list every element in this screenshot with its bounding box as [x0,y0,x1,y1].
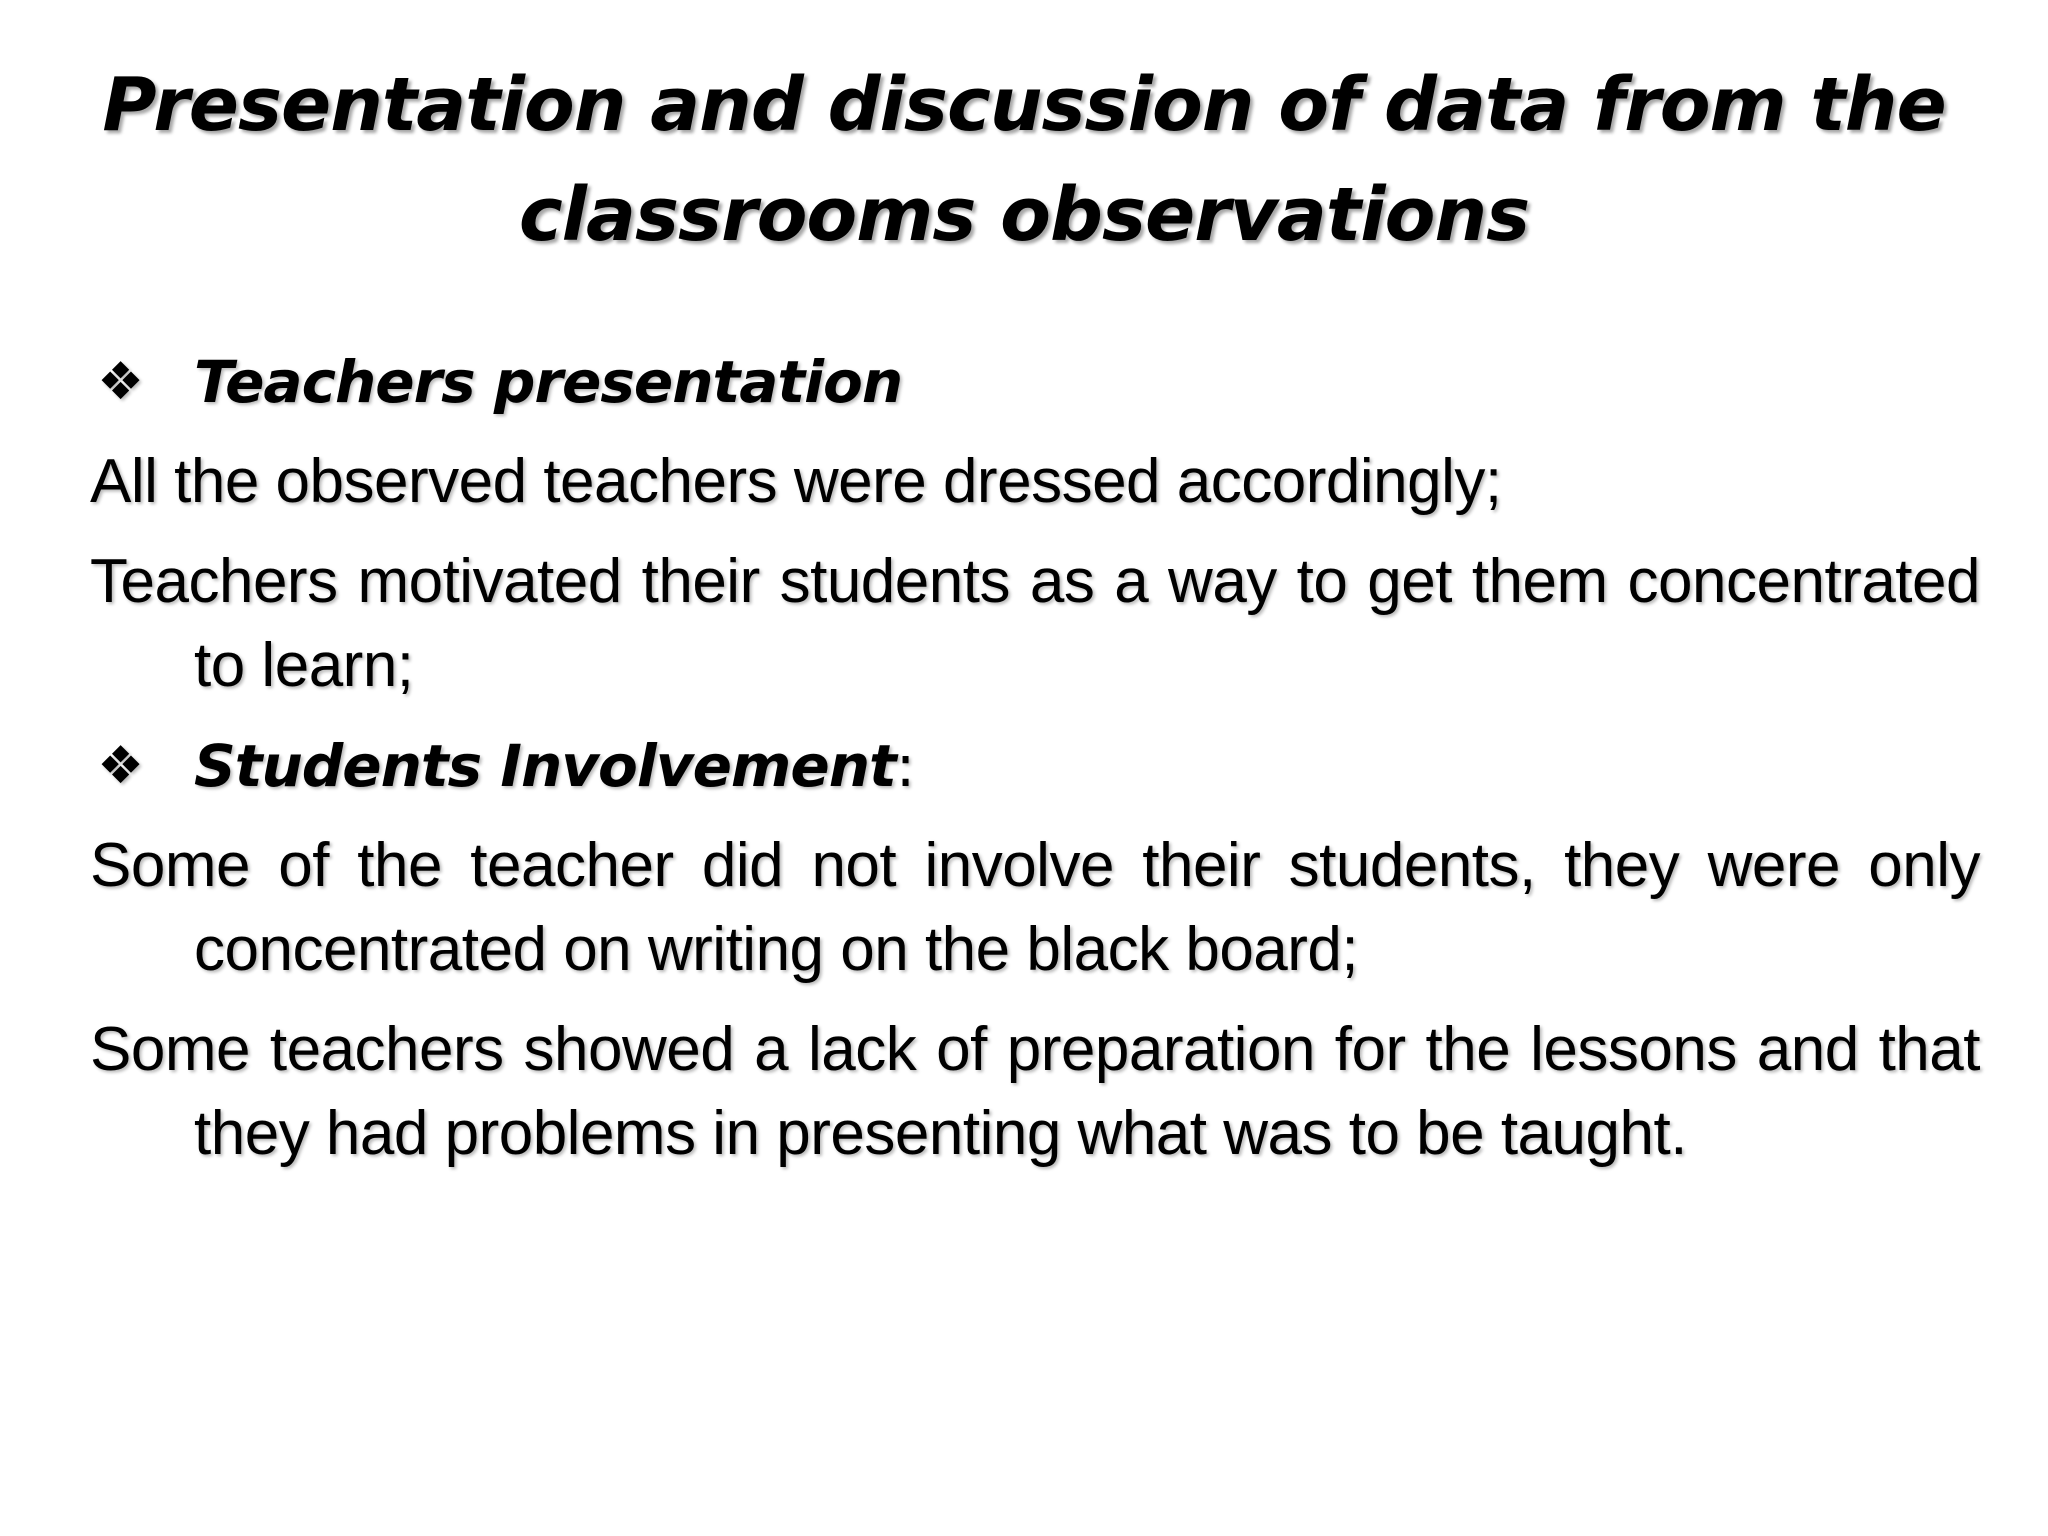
section-heading-label: Students Involvement [194,732,896,800]
paragraph-motivated: Teachers motivated their students as a way to get them concentrated to learn; [90,547,1980,700]
diamond-bullet-icon: ❖ [97,736,143,796]
paragraph-not-involve: Some of the teacher did not involve their students, they were only concentrated on writing on the black board; [90,831,1980,984]
section-heading-label: Teachers presentation [194,348,903,416]
diamond-bullet-icon: ❖ [97,352,143,412]
section-heading-suffix: : [895,732,915,800]
section-heading-teachers-presentation [90,340,1980,424]
section-heading-students-involvement [90,724,1980,808]
slide-title: Presentation and discussion of data from the classrooms observations [102,62,1946,258]
paragraph-dressed: All the observed teachers were dressed accordingly; [90,447,1502,516]
paragraph-lack-of-preparation: Some teachers showed a lack of preparation for the lessons and that they had problems in presenting what was to be taught. [90,1015,1980,1168]
slide-body [90,340,1980,1192]
